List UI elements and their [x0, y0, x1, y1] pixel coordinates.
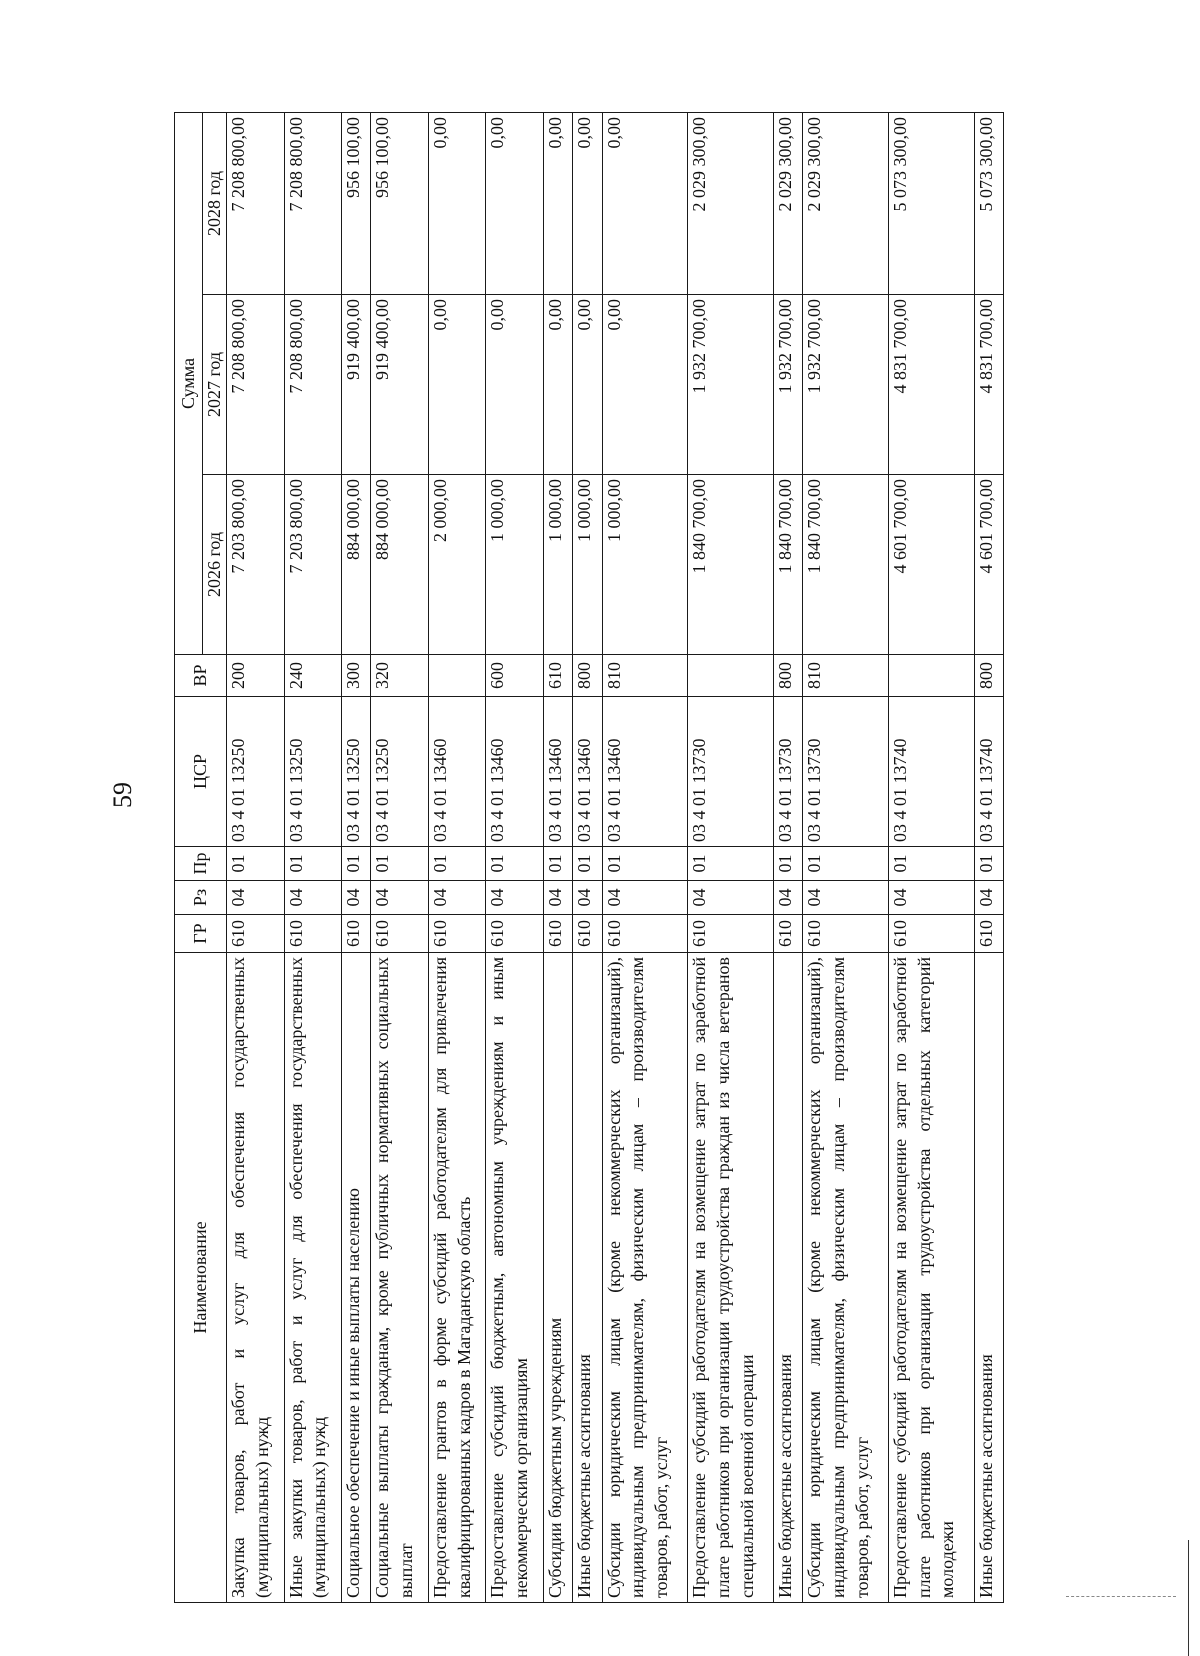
row-sum-2028: 0,00: [428, 112, 486, 294]
row-name: Предоставление субсидий работодателям на возмещение затрат по заработной плате работников при организации трудоустройства отдельных категорий молодежи: [888, 953, 974, 1603]
table-row: [974, 112, 1003, 1602]
table-body: [227, 112, 1004, 1602]
row-csr: 03 4 01 13730: [773, 697, 802, 847]
budget-table-rotated: [174, 113, 1004, 1603]
row-sum-2026: 4 601 700,00: [974, 475, 1003, 655]
row-vr: [428, 655, 486, 697]
row-sum-2027: 4 831 700,00: [974, 295, 1003, 475]
row-sum-2027: 7 208 800,00: [227, 295, 285, 475]
row-csr: 03 4 01 13250: [227, 697, 285, 847]
row-gr: 610: [888, 915, 974, 953]
row-sum-2028: 956 100,00: [342, 112, 371, 294]
table-row: [573, 112, 602, 1602]
row-sum-2028: 2 029 300,00: [803, 112, 889, 294]
row-csr: 03 4 01 13250: [284, 697, 342, 847]
row-rz: 04: [773, 881, 802, 915]
row-sum-2026: 4 601 700,00: [888, 475, 974, 655]
row-sum-2026: 884 000,00: [342, 475, 371, 655]
row-rz: 04: [602, 881, 688, 915]
row-sum-2027: 1 932 700,00: [803, 295, 889, 475]
row-rz: 04: [974, 881, 1003, 915]
row-sum-2026: 1 000,00: [573, 475, 602, 655]
row-sum-2026: 7 203 800,00: [284, 475, 342, 655]
header-year-2027: 2027 год: [203, 295, 227, 475]
header-pr: Пр: [175, 847, 227, 881]
table-row: [688, 112, 774, 1602]
row-name: Социальное обеспечение и иные выплаты населению: [342, 953, 371, 1603]
row-pr: 01: [888, 847, 974, 881]
header-vr: ВР: [175, 655, 227, 697]
row-vr: 600: [486, 655, 544, 697]
row-sum-2028: 2 029 300,00: [688, 112, 774, 294]
header-rz: Рз: [175, 881, 227, 915]
row-vr: 800: [573, 655, 602, 697]
row-rz: 04: [371, 881, 429, 915]
row-sum-2026: 1 840 700,00: [688, 475, 774, 655]
row-gr: 610: [573, 915, 602, 953]
row-sum-2026: 1 000,00: [543, 475, 572, 655]
header-year-2026: 2026 год: [203, 475, 227, 655]
row-pr: 01: [573, 847, 602, 881]
row-rz: 04: [543, 881, 572, 915]
row-name: Субсидии юридическим лицам (кроме некоммерческих организаций), индивидуальным предпринимателям, физическим лицам – производителям товаров, работ, услуг: [803, 953, 889, 1603]
row-sum-2026: 1 840 700,00: [773, 475, 802, 655]
row-sum-2027: 7 208 800,00: [284, 295, 342, 475]
row-csr: 03 4 01 13460: [543, 697, 572, 847]
row-csr: 03 4 01 13250: [342, 697, 371, 847]
row-gr: 610: [428, 915, 486, 953]
row-sum-2026: 1 000,00: [602, 475, 688, 655]
row-sum-2026: 7 203 800,00: [227, 475, 285, 655]
row-pr: 01: [428, 847, 486, 881]
row-sum-2028: 0,00: [486, 112, 544, 294]
table-row: [486, 112, 544, 1602]
row-name: Предоставление субсидий работодателям на возмещение затрат по заработной плате работников при организации трудоустройства граждан из числа ветеранов специальной военной операции: [688, 953, 774, 1603]
row-pr: 01: [371, 847, 429, 881]
row-name: Социальные выплаты гражданам, кроме публичных нормативных социальных выплат: [371, 953, 429, 1603]
row-sum-2028: 0,00: [543, 112, 572, 294]
row-pr: 01: [602, 847, 688, 881]
row-vr: 810: [602, 655, 688, 697]
row-sum-2026: 884 000,00: [371, 475, 429, 655]
row-gr: 610: [342, 915, 371, 953]
page-number: 59: [108, 782, 137, 808]
table-row: [803, 112, 889, 1602]
table-row: [543, 112, 572, 1602]
row-gr: 610: [486, 915, 544, 953]
row-sum-2028: 0,00: [573, 112, 602, 294]
row-gr: 610: [602, 915, 688, 953]
row-name: Субсидии юридическим лицам (кроме некоммерческих организаций), индивидуальным предпринимателям, физическим лицам – производителям товаров, работ, услуг: [602, 953, 688, 1603]
row-pr: 01: [486, 847, 544, 881]
row-sum-2027: 4 831 700,00: [888, 295, 974, 475]
row-sum-2027: 0,00: [428, 295, 486, 475]
table-row: [227, 112, 285, 1602]
row-csr: 03 4 01 13250: [371, 697, 429, 847]
table-row: [888, 112, 974, 1602]
row-rz: 04: [688, 881, 774, 915]
table-row: [602, 112, 688, 1602]
row-name: Предоставление субсидий бюджетным, автономным учреждениям и иным некоммерческим организациям: [486, 953, 544, 1603]
row-csr: 03 4 01 13460: [602, 697, 688, 847]
row-csr: 03 4 01 13460: [428, 697, 486, 847]
row-pr: 01: [773, 847, 802, 881]
row-vr: 320: [371, 655, 429, 697]
row-rz: 04: [573, 881, 602, 915]
budget-table: [174, 112, 1004, 1603]
row-gr: 610: [773, 915, 802, 953]
row-rz: 04: [428, 881, 486, 915]
row-rz: 04: [284, 881, 342, 915]
row-name: Иные закупки товаров, работ и услуг для обеспечения государственных (муниципальных) нужд: [284, 953, 342, 1603]
row-name: Закупка товаров, работ и услуг для обеспечения государственных (муниципальных) нужд: [227, 953, 285, 1603]
row-vr: [688, 655, 774, 697]
row-name: Иные бюджетные ассигнования: [773, 953, 802, 1603]
row-gr: 610: [543, 915, 572, 953]
table-row: [773, 112, 802, 1602]
row-sum-2028: 5 073 300,00: [888, 112, 974, 294]
row-name: Иные бюджетные ассигнования: [573, 953, 602, 1603]
row-gr: 610: [227, 915, 285, 953]
row-sum-2027: 919 400,00: [371, 295, 429, 475]
row-rz: 04: [227, 881, 285, 915]
row-sum-2026: 1 840 700,00: [803, 475, 889, 655]
row-pr: 01: [227, 847, 285, 881]
row-gr: 610: [371, 915, 429, 953]
row-csr: 03 4 01 13460: [573, 697, 602, 847]
row-vr: 300: [342, 655, 371, 697]
row-name: Субсидии бюджетным учреждениям: [543, 953, 572, 1603]
row-vr: 810: [803, 655, 889, 697]
row-sum-2028: 2 029 300,00: [773, 112, 802, 294]
header-csr: ЦСР: [175, 697, 227, 847]
row-gr: 610: [803, 915, 889, 953]
row-rz: 04: [888, 881, 974, 915]
table-row: [371, 112, 429, 1602]
row-sum-2027: 0,00: [602, 295, 688, 475]
row-gr: 610: [284, 915, 342, 953]
row-sum-2027: 1 932 700,00: [773, 295, 802, 475]
header-gr: ГР: [175, 915, 227, 953]
row-sum-2027: 1 932 700,00: [688, 295, 774, 475]
row-csr: 03 4 01 13730: [688, 697, 774, 847]
row-sum-2028: 7 208 800,00: [227, 112, 285, 294]
row-sum-2027: 0,00: [543, 295, 572, 475]
header-year-2028: 2028 год: [203, 112, 227, 294]
row-sum-2026: 1 000,00: [486, 475, 544, 655]
row-csr: 03 4 01 13730: [803, 697, 889, 847]
row-rz: 04: [486, 881, 544, 915]
header-name: Наименование: [175, 953, 227, 1603]
table-row: [342, 112, 371, 1602]
row-vr: [888, 655, 974, 697]
row-pr: 01: [342, 847, 371, 881]
row-vr: 800: [773, 655, 802, 697]
row-rz: 04: [342, 881, 371, 915]
row-vr: 800: [974, 655, 1003, 697]
row-pr: 01: [688, 847, 774, 881]
row-sum-2028: 7 208 800,00: [284, 112, 342, 294]
row-gr: 610: [974, 915, 1003, 953]
row-pr: 01: [543, 847, 572, 881]
row-csr: 03 4 01 13740: [974, 697, 1003, 847]
row-pr: 01: [974, 847, 1003, 881]
row-pr: 01: [803, 847, 889, 881]
row-gr: 610: [688, 915, 774, 953]
row-name: Иные бюджетные ассигнования: [974, 953, 1003, 1603]
row-sum-2027: 0,00: [573, 295, 602, 475]
row-csr: 03 4 01 13740: [888, 697, 974, 847]
row-name: Предоставление грантов в форме субсидий работодателям для привлечения квалифицированных кадров в Магаданскую область: [428, 953, 486, 1603]
row-pr: 01: [284, 847, 342, 881]
table-row: [428, 112, 486, 1602]
page-edge-rule: [1188, 1540, 1189, 1656]
row-csr: 03 4 01 13460: [486, 697, 544, 847]
row-sum-2028: 5 073 300,00: [974, 112, 1003, 294]
row-vr: 610: [543, 655, 572, 697]
row-sum-2027: 919 400,00: [342, 295, 371, 475]
row-vr: 240: [284, 655, 342, 697]
row-vr: 200: [227, 655, 285, 697]
table-row: [284, 112, 342, 1602]
row-rz: 04: [803, 881, 889, 915]
row-sum-2027: 0,00: [486, 295, 544, 475]
row-sum-2028: 0,00: [602, 112, 688, 294]
row-sum-2026: 2 000,00: [428, 475, 486, 655]
footer-dashed-line: [1066, 1596, 1176, 1597]
row-sum-2028: 956 100,00: [371, 112, 429, 294]
header-sum: Сумма: [175, 112, 203, 654]
